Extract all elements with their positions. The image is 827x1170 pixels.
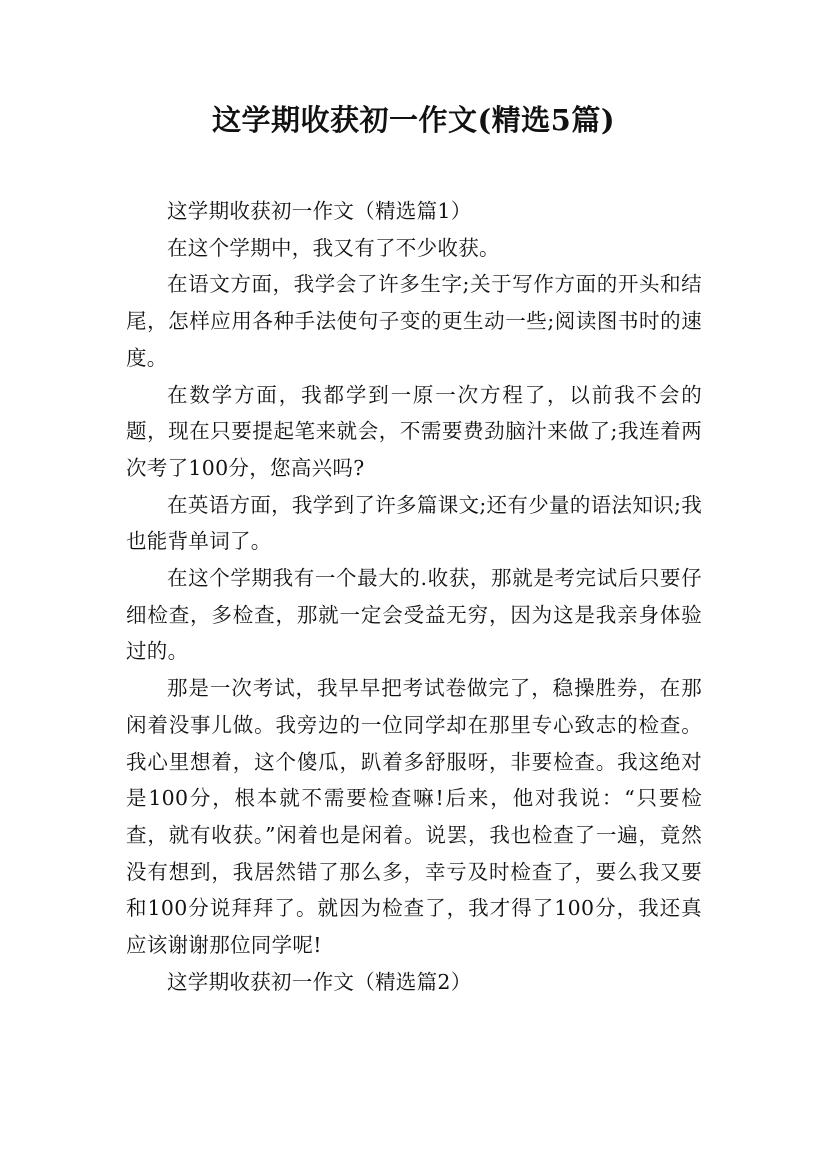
paragraph: 在这个学期我有一个最大的.收获，那就是考完试后只要仔细检查，多检查，那就一定会受益无穷，因为这是我亲身体验过的。 bbox=[126, 566, 702, 664]
paragraph: 在英语方面，我学到了许多篇课文;还有少量的语法知识;我也能背单词了。 bbox=[126, 492, 702, 554]
paragraph: 在语文方面，我学会了许多生字;关于写作方面的开头和结尾，怎样应用各种手法使句子变的更生动一些;阅读图书时的速度。 bbox=[126, 272, 702, 370]
paragraph: 在这个学期中，我又有了不少收获。 bbox=[167, 235, 500, 260]
document-title: 这学期收获初一作文(精选5篇) bbox=[211, 103, 616, 137]
section-heading-1: 这学期收获初一作文（精选篇1） bbox=[167, 199, 472, 223]
section-heading-2: 这学期收获初一作文（精选篇2） bbox=[167, 969, 472, 994]
paragraph: 那是一次考试，我早早把考试卷做完了，稳操胜券，在那闲着没事儿做。我旁边的一位同学却在那里专心致志的检查。我心里想着，这个傻瓜，趴着多舒服呀，非要检查。我这绝对是100分，根本就不需要检查嘛!后来，他对我说：“只要检查，就有收获。”闲着也是闲着。说罢，我也检查了一遍，竟然没有想到，我居然错了那么多，幸亏及时检查了，要么我又要和100分说拜拜了。就因为检查了，我才得了100分，我还真应该谢谢那位同学呢! bbox=[126, 676, 702, 958]
paragraph: 在数学方面，我都学到一原一次方程了，以前我不会的题，现在只要提起笔来就会，不需要费劲脑汁来做了;我连着两次考了100分，您高兴吗? bbox=[126, 382, 702, 480]
document-body bbox=[126, 193, 702, 1000]
